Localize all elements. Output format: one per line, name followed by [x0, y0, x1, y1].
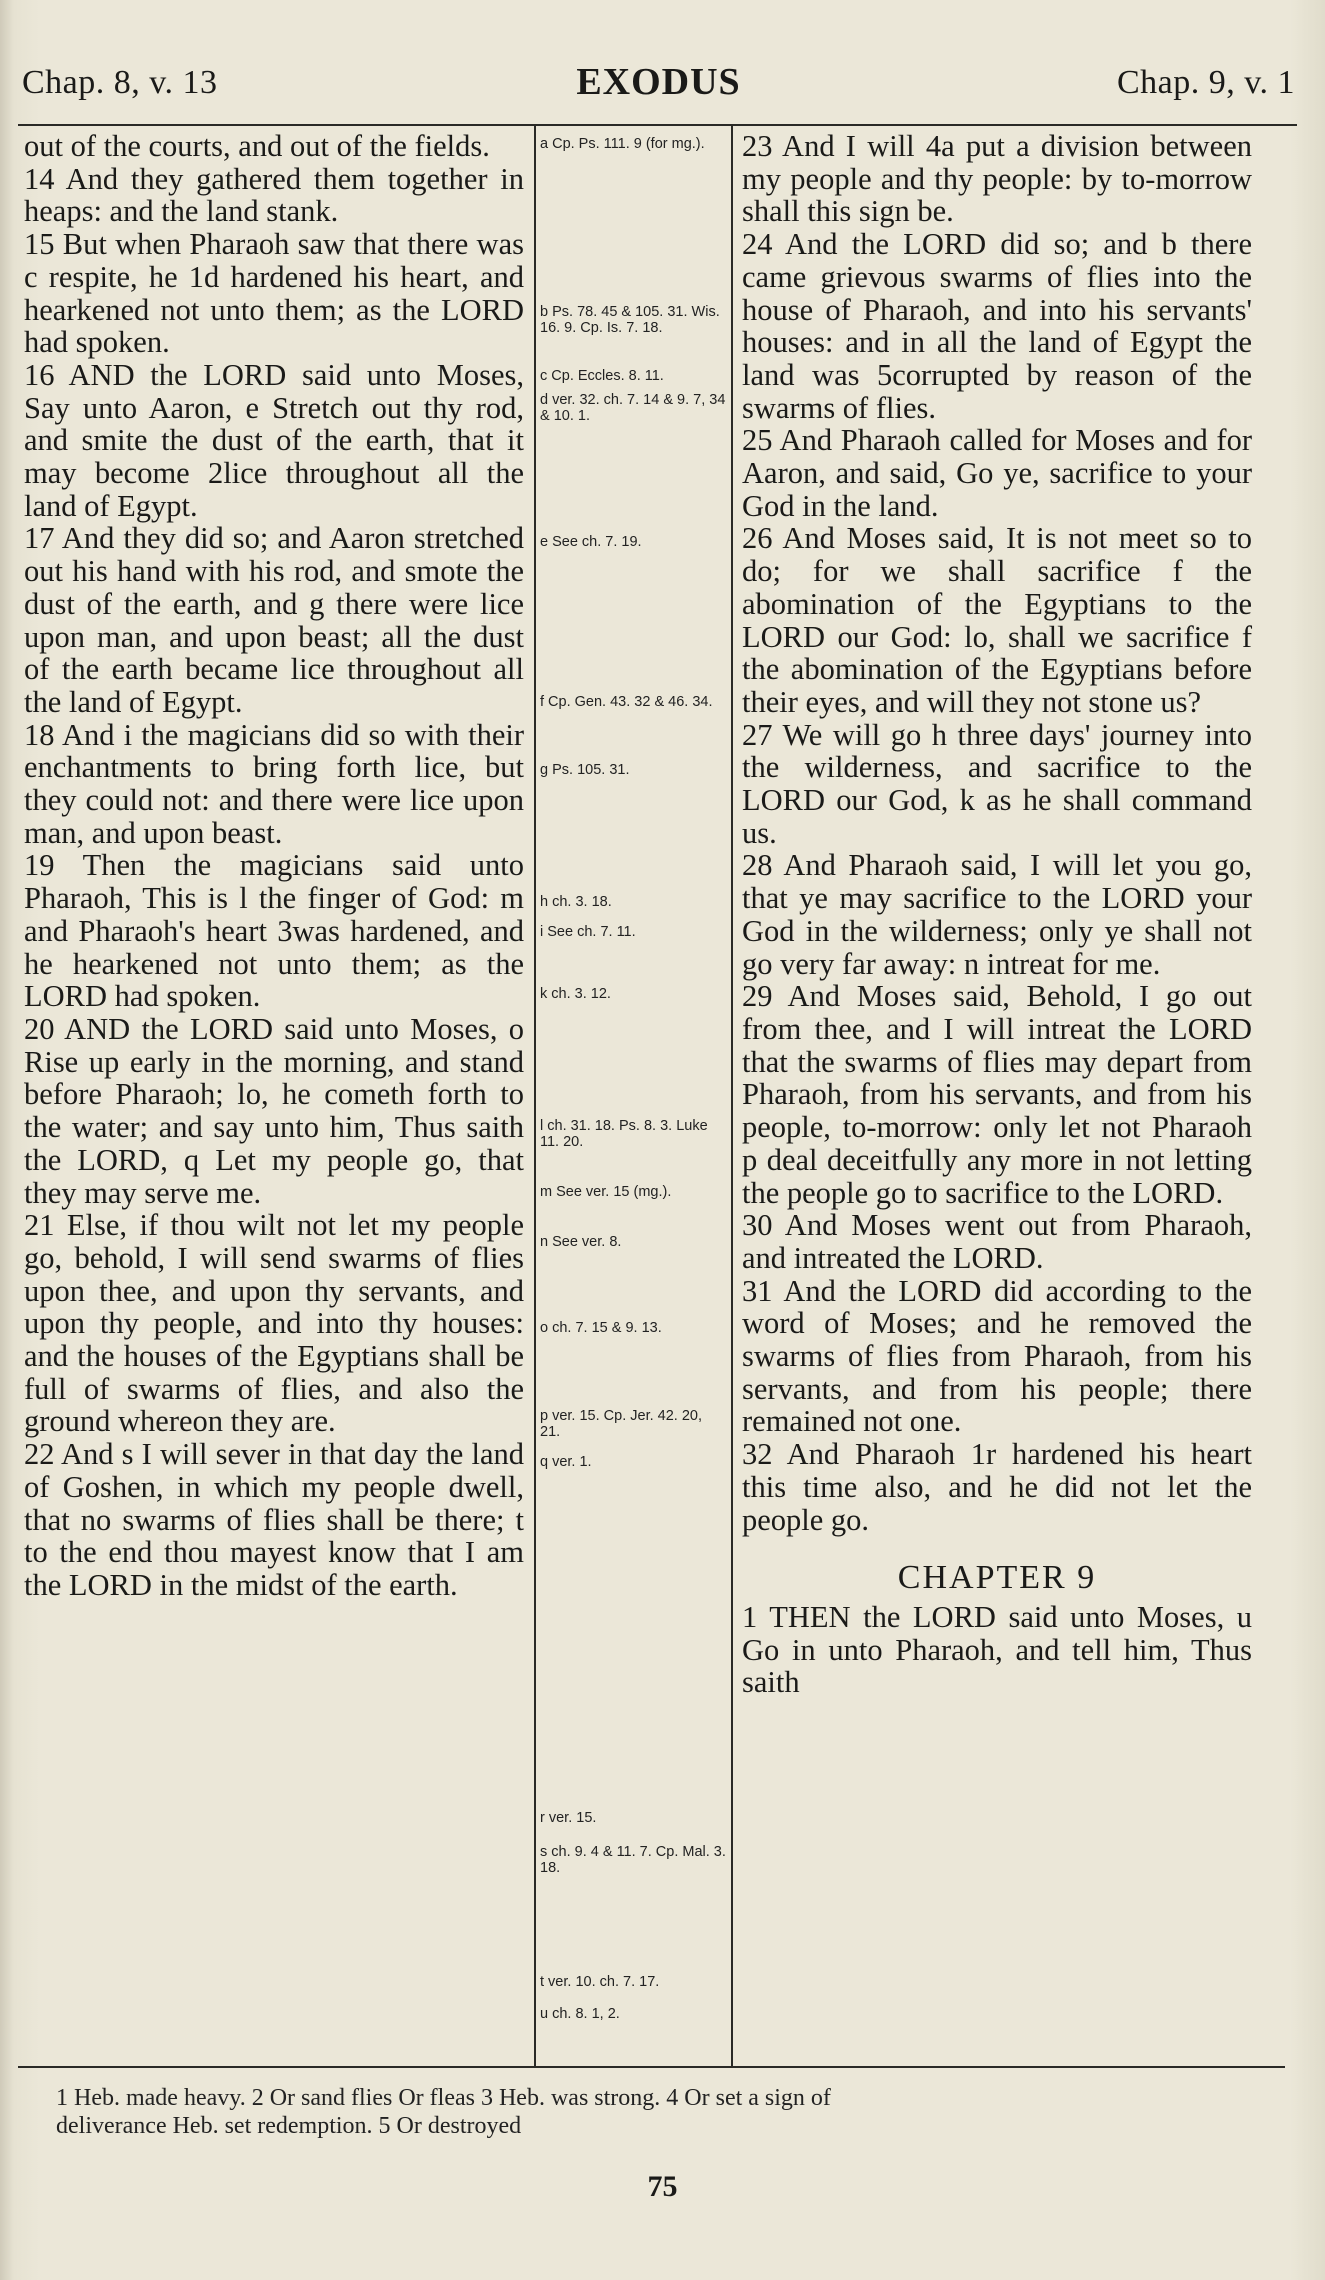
- cross-reference: t ver. 10. ch. 7. 17.: [540, 1974, 660, 1990]
- verse-paragraph: 17 And they did so; and Aaron stretched out his hand with his rod, and smote the dust of the earth, and g there were lice upon man, and upon beast; all the dust of the earth became lice throughout all the land of Egypt.: [24, 521, 524, 719]
- cross-reference: s ch. 9. 4 & 11. 7. Cp. Mal. 3. 18.: [540, 1844, 726, 1876]
- cross-reference: c Cp. Eccles. 8. 11.: [540, 368, 664, 384]
- verse-paragraph: out of the courts, and out of the fields.: [24, 129, 490, 163]
- cross-reference: r ver. 15.: [540, 1810, 597, 1826]
- footnote-rule: [18, 2066, 1285, 2068]
- left-text-column: [24, 130, 524, 1602]
- running-header: [22, 58, 1295, 118]
- column-rule-right: [731, 126, 733, 2066]
- cross-reference: i See ch. 7. 11.: [540, 924, 636, 940]
- footnotes: [56, 2084, 1266, 2140]
- chapter-heading: CHAPTER 9: [897, 1559, 1097, 1597]
- cross-reference: u ch. 8. 1, 2.: [540, 2006, 620, 2022]
- chapter-opening-verse: 1 THEN the LORD said unto Moses, u Go in unto Pharaoh, and tell him, Thus saith: [742, 1599, 1252, 1700]
- verse-paragraph: 30 And Moses went out from Pharaoh, and intreated the LORD.: [742, 1208, 1252, 1275]
- page-number: 75: [647, 2170, 678, 2203]
- cross-reference: q ver. 1.: [540, 1454, 592, 1470]
- cross-reference: k ch. 3. 12.: [540, 986, 611, 1002]
- verse-paragraph: 15 But when Pharaoh saw that there was c respite, he 1d hardened his heart, and hearkened not unto them; as the LORD had spoken.: [24, 227, 524, 360]
- right-text-column: [742, 130, 1252, 1699]
- verse-paragraph: 19 Then the magicians said unto Pharaoh, This is l the finger of God: m and Pharaoh's heart 3was hardened, and he hearkened not unto them; as the LORD had spoken.: [24, 848, 524, 1014]
- header-rule: [18, 124, 1297, 126]
- cross-reference: f Cp. Gen. 43. 32 & 46. 34.: [540, 694, 713, 710]
- cross-reference: e See ch. 7. 19.: [540, 534, 642, 550]
- cross-reference: l ch. 31. 18. Ps. 8. 3. Luke 11. 20.: [540, 1118, 708, 1150]
- verse-paragraph: 25 And Pharaoh called for Moses and for Aaron, and said, Go ye, sacrifice to your God in the land.: [742, 423, 1252, 523]
- header-chapter-right: Chap. 9, v. 1: [1116, 64, 1295, 101]
- verse-paragraph: 14 And they gathered them together in heaps: and the land stank.: [24, 161, 524, 229]
- cross-reference: h ch. 3. 18.: [540, 894, 612, 910]
- verse-paragraph: 18 And i the magicians did so with their enchantments to bring forth lice, but they could not: and there were lice upon man, and upon beast.: [24, 717, 524, 850]
- column-rule-left: [534, 126, 536, 2066]
- verse-paragraph: 24 And the LORD did so; and b there came grievous swarms of flies into the house of Pharaoh, and into his servants' houses: and in all the land of Egypt the land was 5corrupted by reason of the swarms of flies.: [742, 227, 1252, 425]
- cross-reference: p ver. 15. Cp. Jer. 42. 20, 21.: [540, 1408, 703, 1440]
- verse-paragraph: 16 AND the LORD said unto Moses, Say unto Aaron, e Stretch out thy rod, and smite the dust of the earth, that it may become 2lice throughout all the land of Egypt.: [24, 357, 524, 523]
- verse-paragraph: 29 And Moses said, Behold, I go out from thee, and I will intreat the LORD that the swarms of flies may depart from Pharaoh, from his servants, and from his people, to-morrow: only let not Pharaoh p deal deceitfully any more in not letting the people go to sacrifice to the LORD.: [742, 979, 1252, 1210]
- cross-reference: a Cp. Ps. 111. 9 (for mg.).: [540, 136, 705, 152]
- cross-reference: b Ps. 78. 45 & 105. 31. Wis. 16. 9. Cp. Is. 7. 18.: [540, 304, 720, 336]
- verse-paragraph: 26 And Moses said, It is not meet so to do; for we shall sacrifice f the abomination of the Egyptians to the LORD our God: lo, shall we sacrifice f the abomination of the Egyptians before their eyes, and will they not stone us?: [742, 521, 1252, 719]
- header-chapter-left: Chap. 8, v. 13: [22, 64, 218, 101]
- verse-paragraph: 28 And Pharaoh said, I will let you go, that ye may sacrifice to the LORD your God in the wilderness; only ye shall not go very far away: n intreat for me.: [742, 848, 1252, 981]
- verse-paragraph: 22 And s I will sever in that day the land of Goshen, in which my people dwell, that no swarms of flies shall be there; t to the end thou mayest know that I am the LORD in the midst of the earth.: [24, 1437, 524, 1602]
- verse-paragraph: 20 AND the LORD said unto Moses, o Rise up early in the morning, and stand before Pharaoh; lo, he cometh forth to the water; and say unto him, Thus saith the LORD, q Let my people go, that they may serve me.: [24, 1011, 524, 1210]
- verse-paragraph: 31 And the LORD did according to the word of Moses; and he removed the swarms of flies from Pharaoh, from his servants, and from his people; there remained not one.: [742, 1273, 1252, 1439]
- verse-paragraph: 32 And Pharaoh 1r hardened his heart this time also, and he did not let the people go.: [742, 1437, 1252, 1537]
- footnote-line-1: 1 Heb. made heavy. 2 Or sand flies Or fleas 3 Heb. was strong. 4 Or set a sign of: [56, 2085, 831, 2111]
- header-book-title: EXODUS: [576, 61, 741, 103]
- cross-reference: d ver. 32. ch. 7. 14 & 9. 7, 34 & 10. 1.: [540, 392, 726, 424]
- footnote-line-2: deliverance Heb. set redemption. 5 Or destroyed: [56, 2113, 522, 2139]
- cross-reference: m See ver. 15 (mg.).: [540, 1184, 672, 1200]
- verse-paragraph: 27 We will go h three days' journey into the wilderness, and sacrifice to the LORD our God, k as he shall command us.: [742, 717, 1252, 850]
- cross-reference: g Ps. 105. 31.: [540, 762, 630, 778]
- verse-paragraph: 23 And I will 4a put a division between my people and thy people: by to-morrow shall this sign be.: [742, 129, 1252, 229]
- verse-paragraph: 21 Else, if thou wilt not let my people go, behold, I will send swarms of flies upon thee, and upon thy servants, and upon thy people, and into thy houses: and the houses of the Egyptians shall be full of swarms of flies, and also the ground whereon they are.: [24, 1208, 524, 1439]
- cross-reference: n See ver. 8.: [540, 1234, 622, 1250]
- cross-reference: o ch. 7. 15 & 9. 13.: [540, 1320, 662, 1336]
